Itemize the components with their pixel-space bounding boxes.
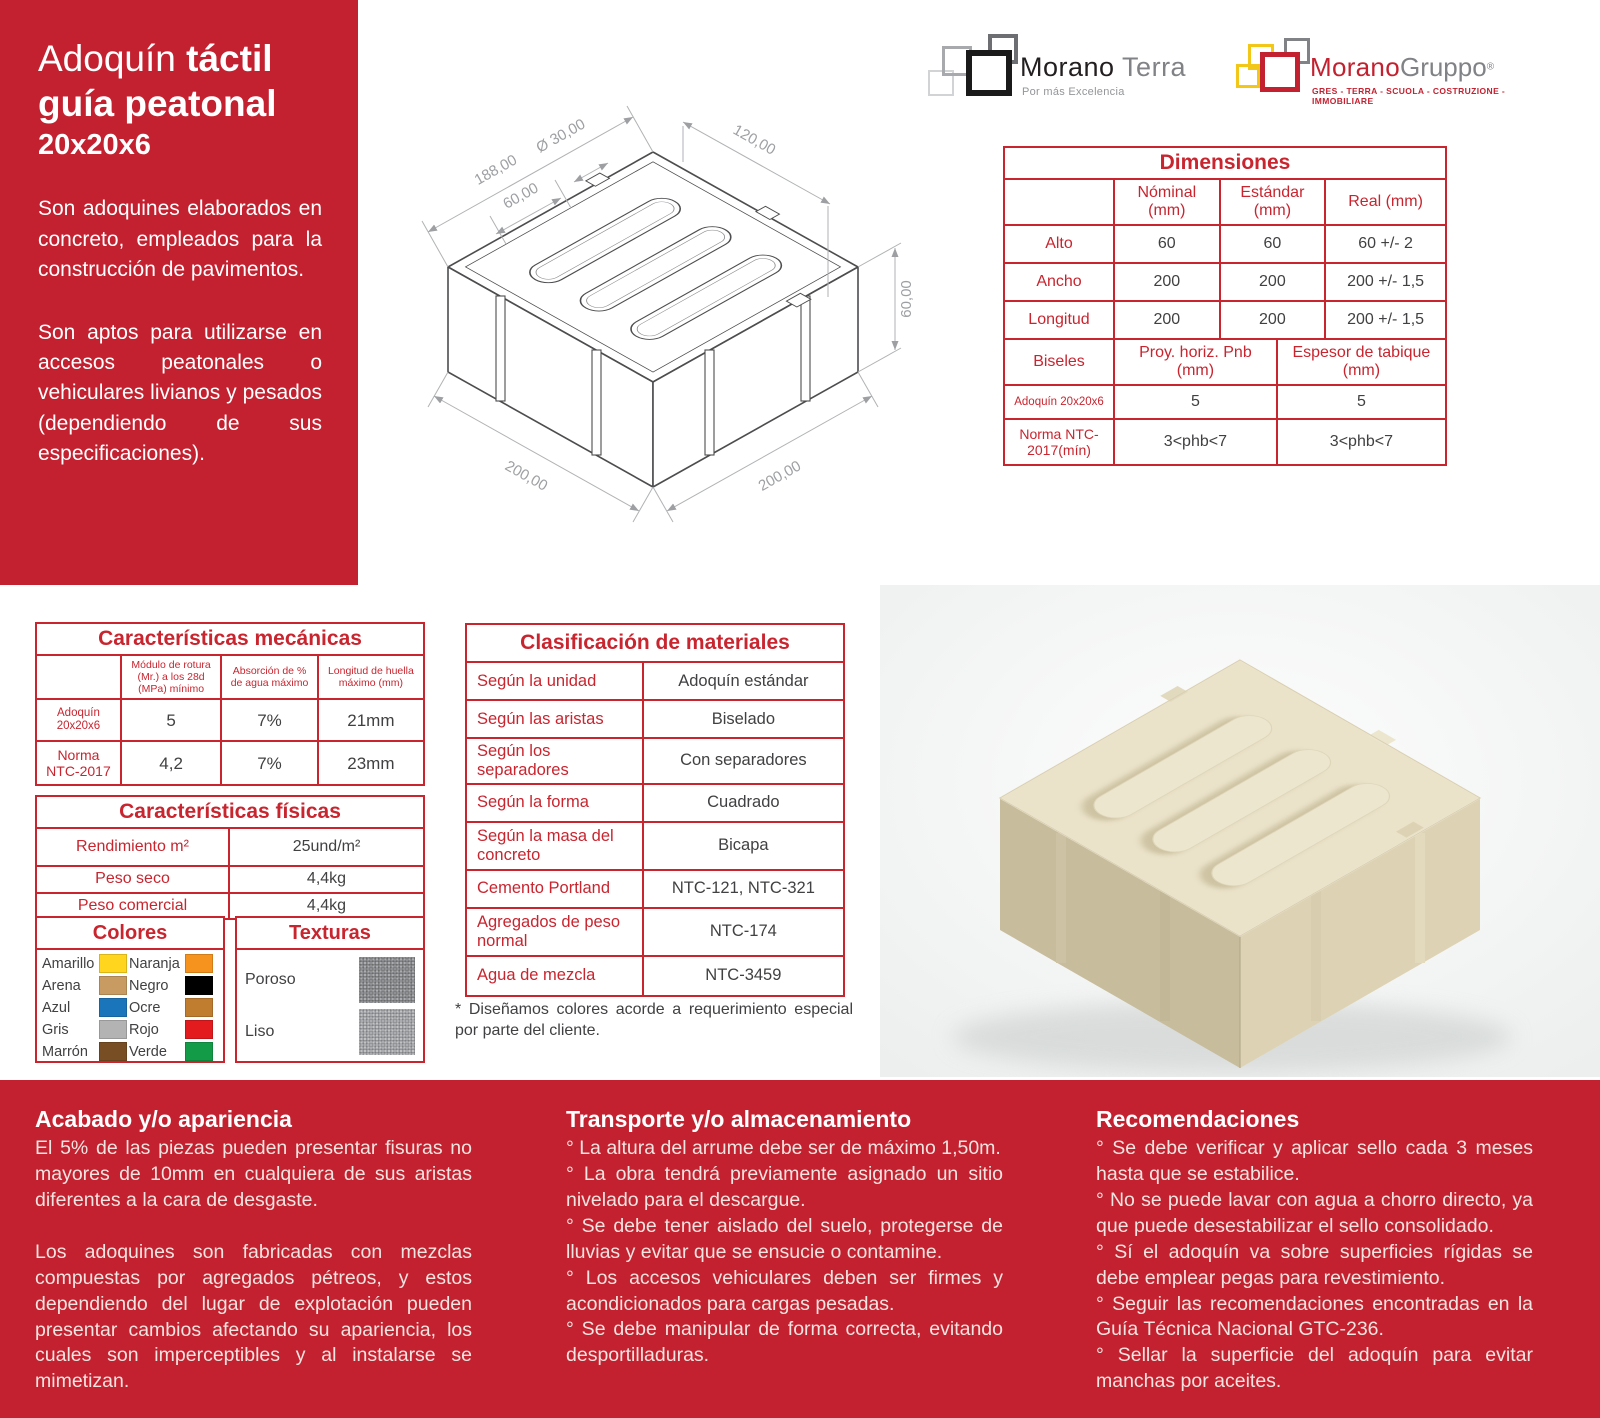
color-swatch [185,998,213,1017]
table-row [37,700,423,742]
color-label: Verde [129,1043,167,1060]
footer-band [0,1080,1600,1418]
box-title: Colores [37,918,223,950]
table-cell: NTC-174 [709,922,777,941]
column-header: Absorción de % de agua máximo [222,656,319,698]
logo-tagline: Por más Excelencia [1022,86,1125,98]
product-title-normal: Adoquín [38,38,187,79]
table-cell: 200 [1221,264,1327,300]
row-label: Según los separadores [467,739,644,783]
footer-heading: Acabado y/o apariencia [35,1106,292,1132]
render-separator-tab [1311,891,1321,1021]
table-cell: 3<phb<7 [1329,432,1393,450]
table-title: Clasificación de materiales [520,630,790,654]
logo-wordmark [1310,52,1494,83]
table-row [467,663,843,701]
product-size: 20x20x6 [38,129,151,162]
table-cell: NTC-3459 [705,966,782,985]
table-row [467,871,843,909]
table-cell: 4,2 [122,742,222,784]
texture-label: Liso [245,1023,275,1040]
table-cell: 60 [1115,226,1221,262]
color-label: Arena [42,977,81,994]
color-swatch [99,954,127,973]
product-title-line2: guía peatonal [38,83,277,125]
table-cell: 7% [222,700,319,740]
product-title-line1 [38,36,322,81]
table-cell: 3<phb<7 [1115,420,1278,464]
column-header: Espesor de tabique (mm) [1292,343,1431,380]
table-row [1005,264,1445,302]
color-swatch [99,976,127,995]
texture-row [245,954,415,1006]
table-cell: 5 [1356,392,1366,410]
render-separator-tab [1056,833,1066,963]
footer-paragraph: Los adoquines son fabricadas con mezclas compuestas por agregados pétreos, y estos dependiendo del lugar de explotación pueden presentar cambios afectando su apariencia, los cuales son imperceptibles y al instalarse se mimetizan. [35,1240,472,1393]
dim-label-height: 60,00 [898,280,915,318]
column-header: Longitud de huella máximo (mm) [327,665,414,690]
table-row [1005,302,1445,340]
footer-bullet: ° La altura del arrume debe ser de máximo 1,50m. [566,1137,1001,1159]
table-row [1005,226,1445,264]
row-label: Peso comercial [37,894,230,918]
color-label: Naranja [129,955,180,972]
render-separator-tab [1415,833,1425,963]
table-row [467,785,843,823]
row-label: Agregados de peso normal [467,909,644,955]
footer-bullet: ° Los accesos vehiculares deben ser firmes y acondicionados para cargas pesadas. [566,1266,1003,1315]
table-row [37,867,423,893]
table-cell: Biselado [711,709,775,728]
footer-col-transporte [566,1106,1003,1369]
product-description-1: Son adoquines elaborados en concreto, empleados para la construcción de pavimentos. [38,197,322,282]
dimensiones-table [1003,146,1447,466]
color-swatch [185,1020,213,1039]
table-row [1005,386,1445,420]
table-row [37,742,423,784]
table-row [37,656,423,700]
row-label: Según la forma [467,785,644,821]
footer-bullet: ° Sellar la superficie del adoquín para evitar manchas por aceites. [1096,1344,1533,1393]
technical-drawing [378,82,926,552]
dim-label-diameter: Ø 30,00 [533,115,589,157]
table-title: Características físicas [119,800,341,823]
separator-tab [801,296,810,401]
table-row [37,894,423,918]
table-cell: NTC-121, NTC-321 [671,879,815,898]
footer-bullet: ° Se debe tener aislado del suelo, protegerse de lluvias y evitar que se ensucie o contamine. [566,1214,1003,1263]
dim-label-side-right: 200,00 [755,457,804,495]
mecanicas-table [35,622,425,786]
brand-suffix: Terra [1114,52,1187,82]
logo-square [1260,52,1300,92]
fisicas-table [35,795,425,920]
separator-tab [705,350,714,455]
column-header: Proy. horiz. Pnb (mm) [1115,340,1278,384]
table-row [467,909,843,957]
table-cell: 7% [222,742,319,784]
brand-name: Morano [1020,52,1115,82]
row-label: Peso seco [37,867,230,891]
table-cell: 200 [1221,302,1327,338]
isometric-drawing [378,82,926,552]
row-label: Rendimiento m² [37,829,230,865]
table-header-row [1005,148,1445,180]
color-label: Marrón [42,1043,88,1060]
table-cell: 200 +/- 1,5 [1347,310,1425,328]
clasificacion-table [465,623,845,997]
row-label: Adoquín 20x20x6 [1005,386,1115,418]
column-header: Real (mm) [1348,192,1423,210]
texturas-box [235,916,425,1063]
footer-heading: Transporte y/o almacenamiento [566,1106,912,1132]
color-swatch [99,1020,127,1039]
row-label: Según la unidad [467,663,644,699]
footer-bullet: ° No se puede lavar con agua a chorro directo, ya que puede desestabilizar el sello consolidado. [1096,1188,1533,1237]
color-label: Amarillo [42,955,95,972]
row-label: Norma NTC-2017 [37,742,122,784]
dim-label-side-left: 200,00 [502,457,551,495]
table-cell: 25und/m² [292,837,361,855]
footer-bullet: ° Sí el adoquín va sobre superficies rígidas se debe emplear pegas para revestimiento. [1096,1240,1533,1289]
row-label: Cemento Portland [467,871,644,907]
table-row [467,701,843,739]
custom-colors-note: * Diseñamos colores acorde a requerimiento especial por parte del cliente. [455,1001,853,1039]
morano-terra-logo [926,34,1187,114]
color-swatch [185,1042,213,1061]
registered-mark: ® [1486,61,1495,73]
table-row [467,957,843,995]
table-cell: 200 [1115,302,1221,338]
table-row [1005,420,1445,464]
table-header-row [37,624,423,656]
table-cell: 4,4kg [306,870,347,888]
product-banner [0,0,358,585]
table-cell: Adoquín estándar [678,671,809,690]
table-cell: Con separadores [680,751,807,770]
table-title: Características mecánicas [98,627,362,650]
texture-row [245,1006,415,1058]
dim-label-rib-length: 120,00 [730,121,779,159]
texture-label: Poroso [245,971,296,988]
column-header: Estándar (mm) [1221,180,1327,224]
table-cell: 200 +/- 1,5 [1347,272,1425,290]
row-label: Ancho [1005,264,1115,300]
footer-col-recomendaciones [1096,1106,1533,1395]
footer-paragraph: El 5% de las piezas pueden presentar fisuras no mayores de 10mm en cualquiera de sus aristas diferentes a la cara de desgaste. [35,1137,472,1211]
table-cell: 4,4kg [306,896,347,914]
brand-name: Morano [1310,52,1400,82]
color-swatch [185,954,213,973]
morano-gruppo-logo [1236,38,1516,114]
color-swatch [99,998,127,1017]
colores-box [35,916,225,1063]
row-label: Según la masa del concreto [467,823,644,869]
dim-label-spacing: 60,00 [500,179,542,213]
footer-bullet: ° Se debe manipular de forma correcta, evitando desportilladuras. [566,1318,1003,1367]
logo-wordmark [1020,52,1186,83]
product-description-2: Son aptos para utilizarse en accesos peatonales o vehiculares livianos y pesados (dependiendo de sus especificaciones). [38,320,322,466]
separator-tab [592,350,601,455]
footer-bullet: ° Se debe verificar y aplicar sello cada 3 meses hasta que se estabilice. [1096,1137,1533,1185]
logo-square [966,50,1012,96]
table-cell: 60 [1221,226,1327,262]
logo-tagline: GRES - TERRA - SCUOLA - COSTRUZIONE - IMMOBILIARE [1312,86,1506,106]
table-row [1005,180,1445,226]
table-row [467,823,843,871]
separator-tab [496,296,505,401]
table-title: Dimensiones [1159,151,1291,174]
texture-list [237,950,423,1062]
color-label: Negro [129,977,169,994]
row-label: Según las aristas [467,701,644,737]
row-label: Alto [1005,226,1115,262]
dim-label-diagonal: 188,00 [471,151,520,189]
color-swatch [185,976,213,995]
table-cell: 200 [1115,264,1221,300]
table-cell: 21mm [347,710,395,730]
product-title-bold: táctil [186,38,273,79]
color-label: Gris [42,1021,69,1038]
row-label: Biseles [1005,340,1115,384]
column-header: Módulo de rotura (Mr.) a los 28d (MPa) mínimo [122,656,222,698]
table-cell: Cuadrado [707,793,780,812]
box-title: Texturas [237,918,423,950]
footer-bullet: ° La obra tendrá previamente asignado un sitio nivelado para el descargue. [566,1162,1003,1211]
table-cell: 23mm [347,753,395,773]
column-header: Nóminal (mm) [1115,180,1221,224]
brand-suffix: Gruppo [1399,52,1487,82]
table-cell: Bicapa [718,836,769,855]
row-label: Longitud [1005,302,1115,338]
table-cell: 5 [122,700,222,740]
render-illustration [880,585,1600,1077]
row-label: Agua de mezcla [467,957,644,995]
row-label: Adoquín 20x20x6 [37,700,122,740]
color-label: Rojo [129,1021,159,1038]
table-cell [37,656,122,698]
footer-col-acabado [35,1106,472,1395]
table-cell: 5 [1115,386,1278,418]
table-header-row [37,797,423,829]
table-cell: 60 +/- 2 [1358,234,1413,252]
color-label: Ocre [129,999,161,1016]
color-list [37,950,223,1063]
table-cell [1005,180,1115,224]
render-separator-tab [1160,891,1170,1021]
texture-swatch [359,1009,415,1055]
footer-bullet: ° Seguir las recomendaciones encontradas en la Guía Técnica Nacional GTC-236. [1096,1292,1533,1341]
table-row [1005,340,1445,386]
table-row [467,739,843,785]
footer-heading: Recomendaciones [1096,1106,1300,1132]
color-swatch [99,1042,127,1061]
texture-swatch [359,957,415,1003]
row-label: Norma NTC-2017(mín) [1005,420,1115,464]
product-render [880,585,1600,1077]
table-header-row [467,625,843,663]
table-row [37,829,423,867]
color-label: Azul [42,999,71,1016]
